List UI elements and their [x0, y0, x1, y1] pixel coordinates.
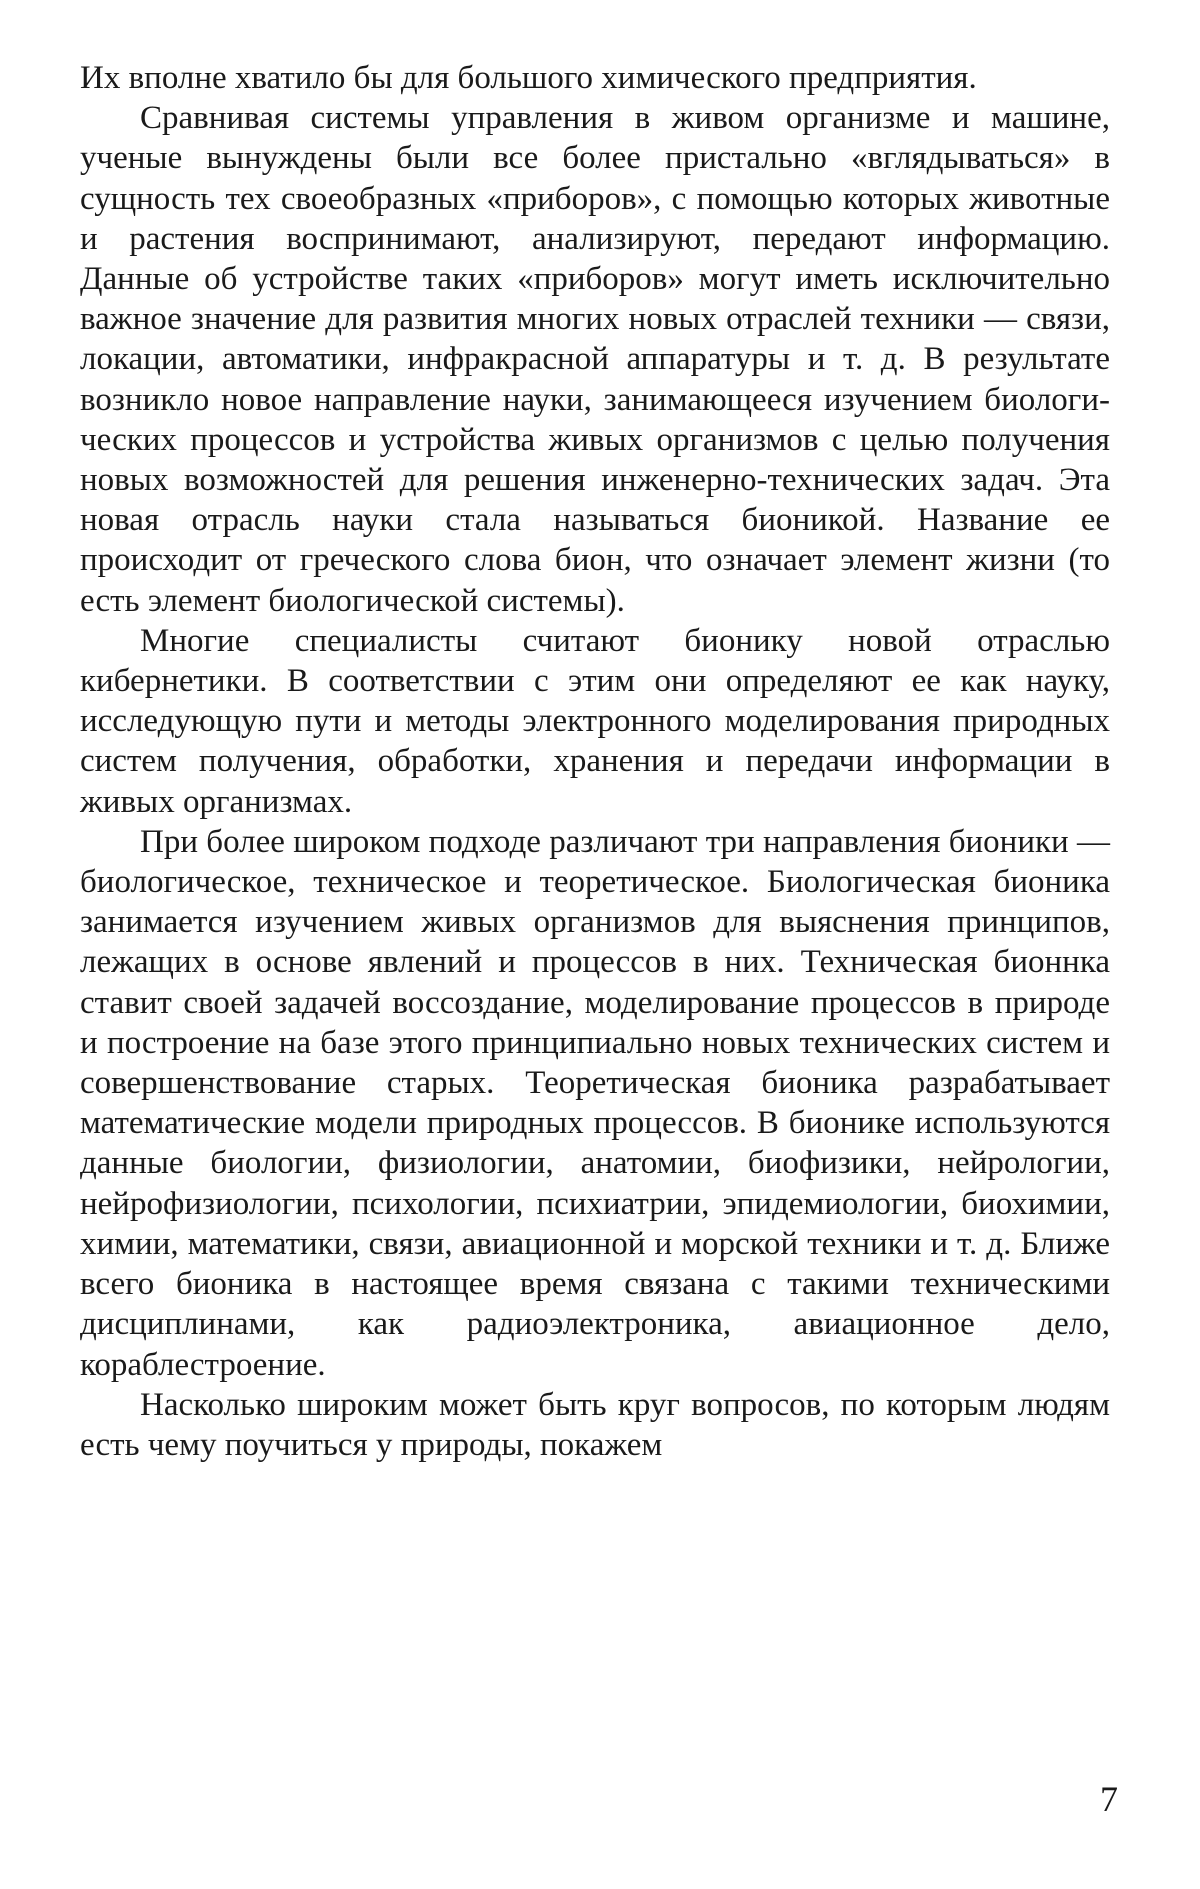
paragraph-cybernetics: Многие специалисты считают бионику новой отраслью кибернетики. В соответствии с этим они определяют ее как науку, исследующую пути и методы электронного моделирования природных систем получения, обработки, хранения и передачи информации в живых организмах. [80, 622, 1110, 820]
paragraph-bionics-directions: При более широком подходе различают три направления бионики — биологическое, техническое и теоретическое. Биологическая бионика занимается изучением живых организмов для выяснения принципов, лежащих в основе явлений и процессов в них. Техническая бионнка ставит своей задачей воссоздание, моделирование процессов в природе и построение на базе этого принципиально новых технических систем и совершенствование старых. Теоретическая бионика разрабатывает математические модели природных процессов. В бионике используются данные биологии, физиологии, анатомии, биофизики, нейрологии, нейрофизиологии, психологии, психиатрии, эпидемиологии, биохимии, химии, математики, связи, авиационной и морской техники и т. д. Ближе всего бионика в настоящее время связана с такими техническими дисциплинами, как радиоэлектроника, авиационное дело, кораблестроение. [80, 823, 1110, 1383]
page-number: 7 [1100, 1779, 1118, 1819]
paragraph-continuation: Их вполне хватило бы для большого химического предприятия. [80, 60, 977, 96]
page-body [80, 58, 1110, 1465]
paragraph-learning-from-nature: Насколько широким может быть круг вопросов, по которым людям есть чему поучиться у природы, покажем [80, 1386, 1110, 1463]
paragraph-control-systems: Сравнивая системы управления в живом организме и машине, ученые вынуждены были все более пристально «вглядываться» в сущность тех своеобразных «приборов», с помощью которых животные и растения воспринимают, анализируют, передают информацию. Данные об устройстве таких «приборов» могут иметь исключительно важное значение для развития многих новых отраслей техники — связи, локации, автоматики, инфракрасной аппаратуры и т. д. В результате возникло новое направление науки, занимающееся изучением биологических процессов и устройства живых организмов с целью получения новых возможностей для решения инженерно-технических задач. Эта новая отрасль науки стала называться бионикой. Название ее происходит от греческого слова бион, что означает элемент жизни (то есть элемент биологической системы). [80, 100, 1110, 619]
